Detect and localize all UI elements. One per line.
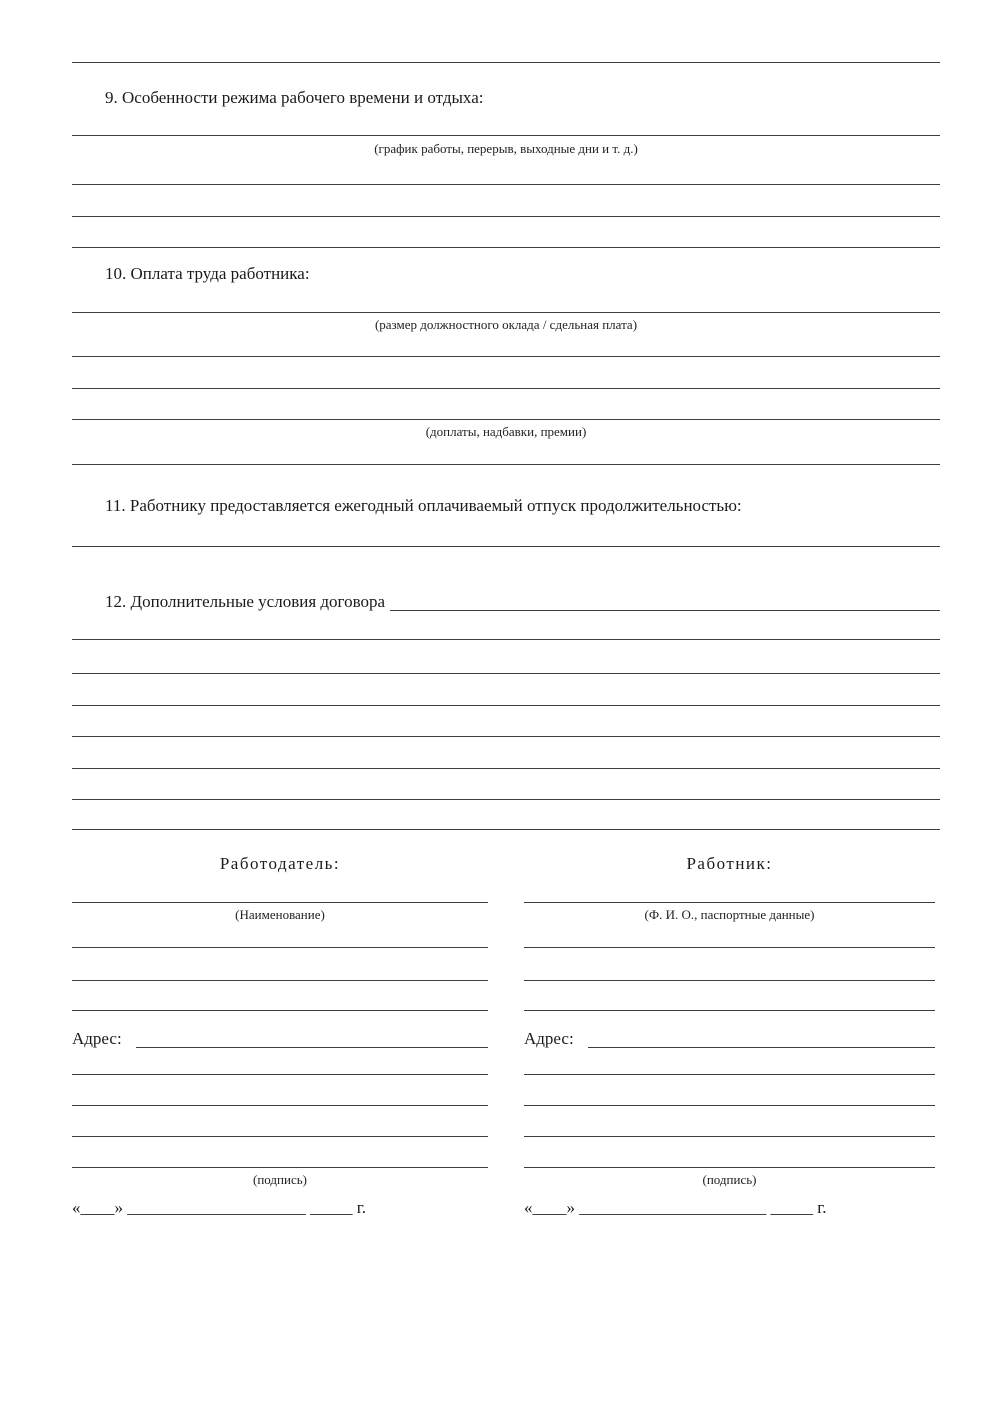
blank-line: [72, 546, 940, 547]
blank-line: [72, 829, 940, 830]
employer-date-row: «____» _____________________ _____ г.: [72, 1198, 367, 1217]
blank-line: [72, 1010, 488, 1011]
employee-address-label: Адрес:: [524, 1029, 574, 1048]
blank-line: [72, 705, 940, 706]
blank-line: [72, 639, 940, 640]
blank-line: [72, 247, 940, 248]
blank-line: [72, 216, 940, 217]
signature-block: [72, 853, 940, 1219]
blank-line: [72, 1074, 488, 1075]
blank-line: [72, 419, 940, 420]
blank-line: [524, 1167, 935, 1168]
blank-line: [72, 1167, 488, 1168]
blank-line: [524, 1074, 935, 1075]
blank-line: [524, 1105, 935, 1106]
blank-line: [72, 312, 940, 313]
employer-address-fill-line: [136, 1028, 488, 1048]
employer-header: Работодатель:: [219, 854, 341, 873]
employee-name-caption: (Ф. И. О., паспортные данные): [644, 907, 815, 922]
employee-address-fill-line: [588, 1028, 935, 1048]
blank-line: [72, 736, 940, 737]
employer-address-label: Адрес:: [72, 1029, 122, 1048]
blank-line: [72, 464, 940, 465]
employer-signature-caption: (подпись): [253, 1172, 307, 1187]
blank-line: [72, 768, 940, 769]
blank-line: [72, 356, 940, 357]
section-12-label: 12. Дополнительные условия договора: [105, 592, 386, 611]
blank-line: [524, 902, 935, 903]
blank-line: [72, 673, 940, 674]
employee-header: Работник:: [686, 854, 773, 873]
section-10-caption-bonus: (доплаты, надбавки, премии): [425, 424, 587, 439]
blank-line: [72, 1105, 488, 1106]
blank-line: [72, 184, 940, 185]
employee-date-row: «____» ______________________ _____ г.: [524, 1198, 827, 1217]
employee-address-row: [524, 1028, 935, 1050]
employee-column: [524, 853, 935, 1219]
section-12-row: [72, 591, 940, 613]
section-9-caption: (график работы, перерыв, выходные дни и т. д.): [374, 141, 638, 156]
blank-line: [524, 980, 935, 981]
blank-line: [524, 947, 935, 948]
blank-line: [72, 799, 940, 800]
section-10-caption-salary: (размер должностного оклада / сдельная плата): [374, 317, 638, 332]
blank-line: [72, 980, 488, 981]
employer-address-row: [72, 1028, 488, 1050]
blank-line: [72, 135, 940, 136]
blank-line: [524, 1136, 935, 1137]
blank-line: [72, 947, 488, 948]
blank-line: [72, 902, 488, 903]
blank-line: [72, 62, 940, 63]
employer-name-caption: (Наименование): [235, 907, 325, 922]
section-9-title: 9. Особенности режима рабочего времени и отдыха:: [105, 88, 484, 107]
blank-line: [524, 1010, 935, 1011]
section-12-fill-line: [390, 591, 940, 611]
blank-line: [72, 1136, 488, 1137]
section-10-title: 10. Оплата труда работника:: [105, 264, 310, 283]
employer-column: [72, 853, 488, 1219]
employee-signature-caption: (подпись): [702, 1172, 757, 1187]
section-11-title: 11. Работнику предоставляется ежегодный оплачиваемый отпуск продолжительностью:: [105, 496, 742, 515]
blank-line: [72, 388, 940, 389]
